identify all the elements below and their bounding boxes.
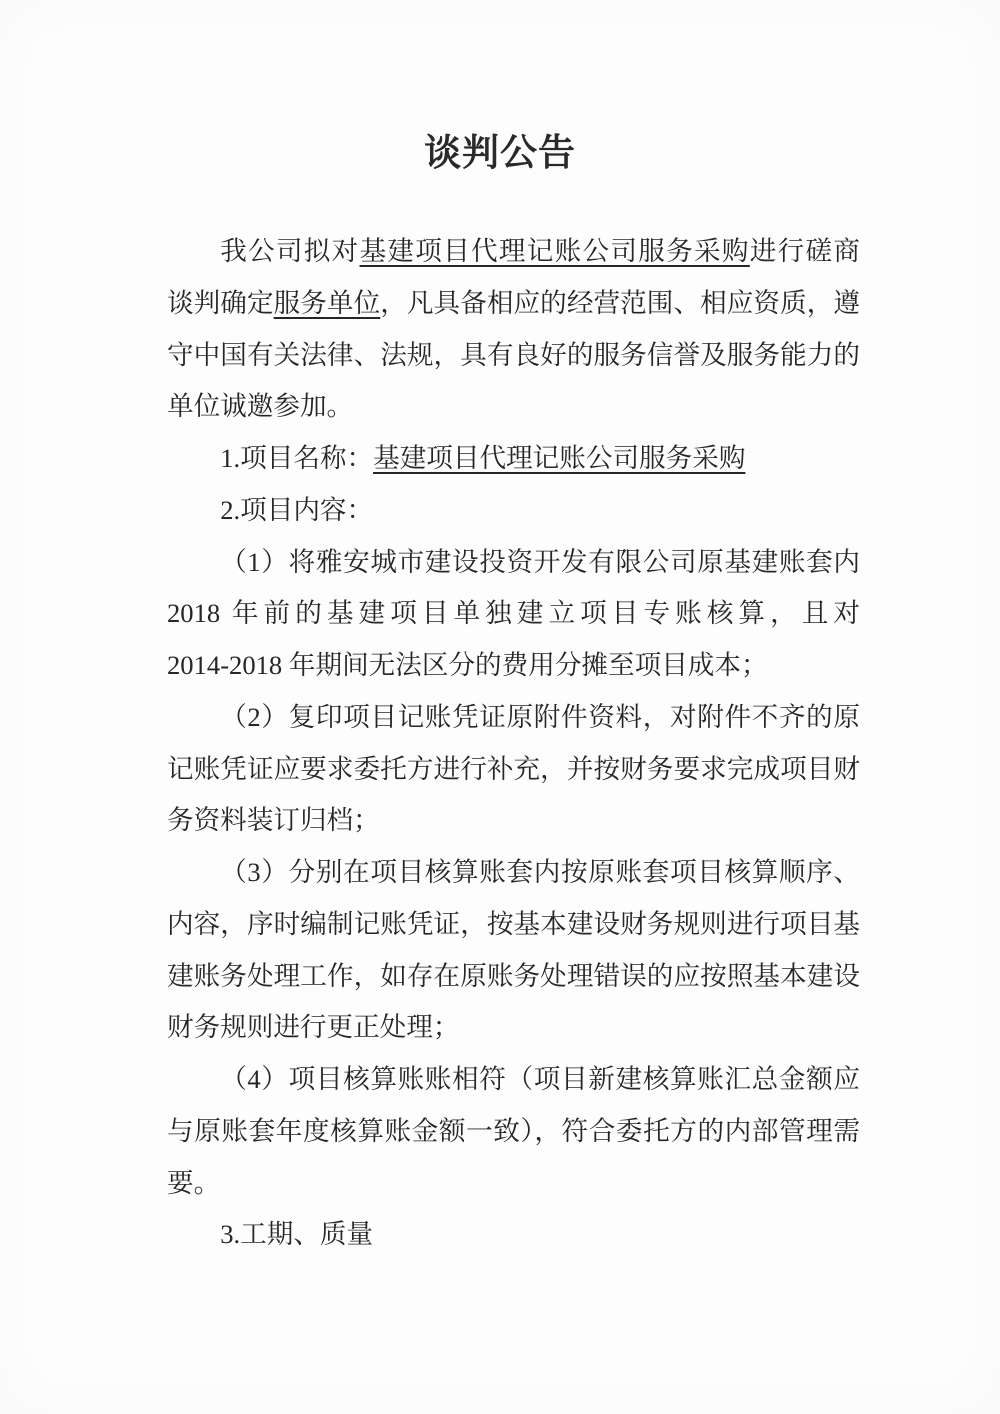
underlined-text: 服务单位 [273,287,381,318]
text-segment: （3）分别在项目核算账套内按原账套项目核算顺序、 [220,857,860,887]
document-title: 谈判公告 [424,133,576,174]
text-segment: 2.项目内容： [220,494,374,525]
text-segment: （4）项目核算账账相符（项目新建核算账汇总金额应 [220,1064,860,1094]
text-segment: 守中国有关法律、法规，具有良好的服务信誉及服务能力的 [167,339,860,370]
underlined-text: 基建项目代理记账公司服务采购 [373,443,746,473]
underlined-text: 基建项目代理记账公司服务采购 [359,236,750,266]
text-line [167,692,860,744]
text-line [167,485,860,537]
text-line [167,537,860,589]
text-line [167,588,860,640]
text-line [167,1106,860,1158]
text-segment: 3.工期、质量 [220,1219,374,1250]
text-segment: 要。 [167,1167,221,1198]
text-segment: 我公司拟对 [220,236,360,266]
text-line [167,381,860,433]
text-line [167,951,860,1003]
text-segment: 建账务处理工作，如存在原账务处理错误的应按照基本建设 [167,960,860,991]
text-line [167,1002,860,1054]
document-body [167,226,860,1261]
text-segment: 2018 年前的基建项目单独建立项目专账核算，且对 [167,598,860,629]
text-line [167,226,860,278]
text-line [167,744,860,796]
text-segment: 财务规则进行更正处理； [167,1012,460,1043]
text-segment: （2）复印项目记账凭证原附件资料，对附件不齐的原 [220,701,860,732]
text-line [167,1054,860,1106]
text-line [167,847,860,899]
text-line [167,1209,860,1261]
text-line [167,899,860,951]
text-segment: 2014-2018 年期间无法区分的费用分摊至项目成本； [167,650,768,680]
text-line [167,795,860,847]
text-segment: （1）将雅安城市建设投资开发有限公司原基建账套内 [220,546,860,577]
text-segment: 1.项目名称： [220,443,374,473]
text-line [167,640,860,692]
text-segment: 进行磋商 [749,236,861,266]
text-segment: 务资料装订归档； [167,805,380,836]
text-line [167,278,860,330]
text-segment: 内容，序时编制记账凭证，按基本建设财务规则进行项目基 [167,908,860,939]
text-segment: 单位诚邀参加。 [167,391,354,422]
text-segment: 与原账套年度核算账金额一致），符合委托方的内部管理需 [167,1115,860,1146]
text-segment: ，凡具备相应的经营范围、相应资质，遵 [380,287,860,318]
text-line [167,330,860,382]
text-segment: 记账凭证应要求委托方进行补充，并按财务要求完成项目财 [167,753,860,784]
text-line [167,1158,860,1210]
text-line [167,433,860,485]
text-segment: 谈判确定 [167,287,274,318]
